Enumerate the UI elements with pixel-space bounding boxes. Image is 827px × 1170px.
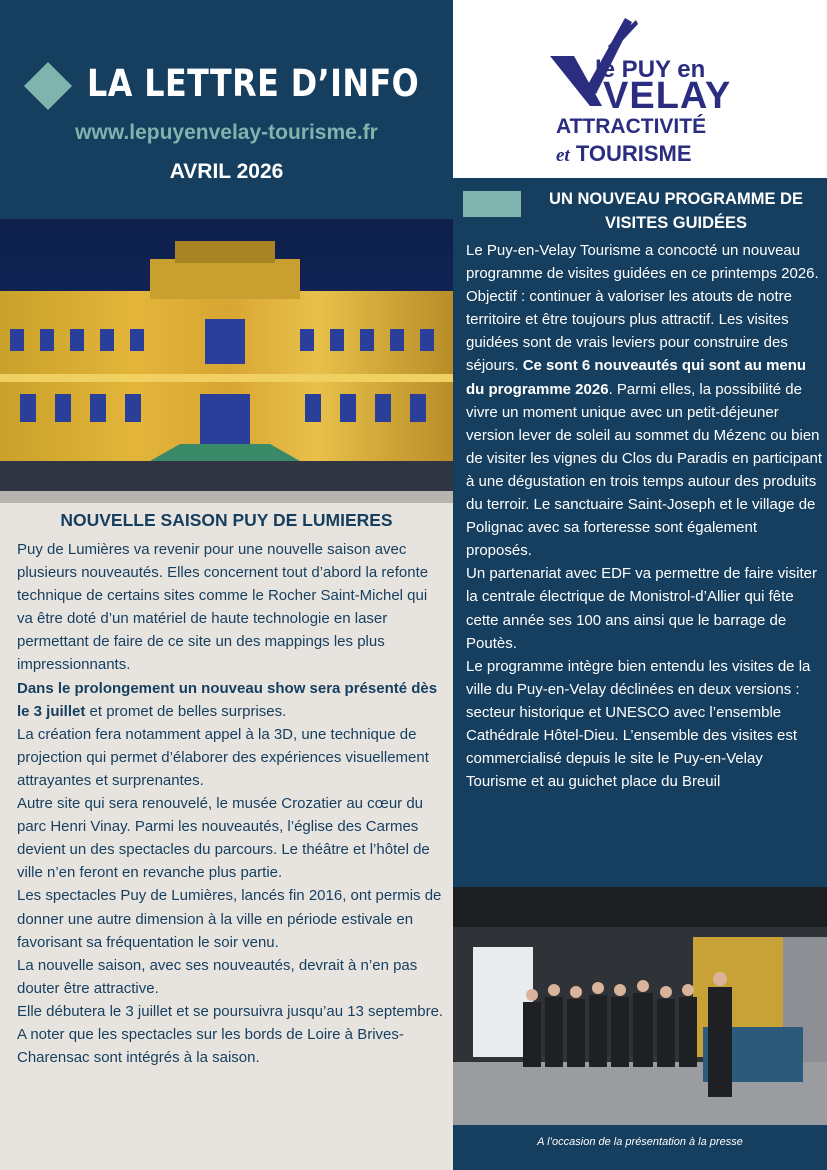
logo-line-3: ATTRACTIVITÉ [556, 115, 707, 138]
photo-caption: A l’occasion de la présentation à la presse [537, 1136, 743, 1148]
paragraph: Autre site qui sera renouvelé, le musée Crozatier au cœur du parc Henri Vinay. Parmi les nouveautés, l’église des Carmes devient un des spectacles du parcours. Le théâtre et l’hôtel de ville n’en feront en revanche plus partie. [17, 795, 430, 882]
paragraph: Les spectacles Puy de Lumières, lancés fin 2016, ont permis de donner une autre dimension à la ville en période estivale en favorisant sa fréquentation le soir venu. [17, 887, 442, 951]
paragraph: A noter que les spectacles sur les bords de Loire à Brives-Charensac sont intégrés à la saison. [17, 1025, 404, 1067]
logo-line-2: VELAY [603, 75, 732, 117]
section-accent-bar [463, 191, 521, 217]
press-presentation-photo [453, 887, 827, 1125]
paragraph-text: et promet de belles surprises. [85, 702, 287, 720]
left-article [0, 491, 453, 1170]
puy-de-lumieres-photo [0, 219, 453, 491]
paragraph: La création fera notamment appel à la 3D, une technique de projection qui permet d’élaborer des expériences visuellement attrayantes et surprenantes. [17, 725, 429, 789]
paragraph-text: Le Puy-en-Velay Tourisme a concocté un nouveau programme de visites guidées en ce printemps 2026. Objectif : continuer à valoriser les atouts de notre territoire et être toujours plus attractif. Les visites guidées sont de vrais leviers pour construire des séjours. [466, 242, 819, 375]
issue-date: AVRIL 2026 [169, 160, 284, 183]
right-article [453, 178, 827, 887]
bold-text: Ce sont 6 nouveautés qui sont au menu du programme 2026 [466, 357, 807, 398]
left-article-title: NOUVELLE SAISON PUY DE LUMIERES [60, 510, 393, 530]
paragraph [17, 677, 447, 723]
newsletter-title: LA LETTRE D’INFO [87, 62, 420, 105]
logo-line-4-word: TOURISME [575, 141, 692, 166]
paragraph: Un partenariat avec EDF va permettre de faire visiter la centrale électrique de Monistrol-d’Allier qui fête cette année ses 100 ans ainsi que le barrage de Poutès. [466, 565, 817, 652]
left-article-body [17, 538, 447, 1069]
paragraph: Elle débutera le 3 juillet et se poursuivra jusqu’au 13 septembre. [17, 1002, 444, 1020]
logo-line-4-prefix: et [556, 145, 570, 166]
newsletter-header [0, 0, 453, 219]
paragraph [466, 239, 826, 562]
website-link[interactable]: www.lepuyenvelay-tourisme.fr [75, 121, 378, 144]
brand-logo [453, 0, 827, 178]
right-article-title: UN NOUVEAU PROGRAMME DE VISITES GUIDÉES [549, 190, 803, 232]
logo-line-1: le PUY en [595, 56, 706, 83]
left-article-top-band [0, 491, 453, 503]
right-article-body [466, 239, 826, 793]
logo-line-4 [556, 141, 692, 167]
bold-text: Dans le prolongement un nouveau show sera présenté dès le 3 juillet [17, 679, 438, 720]
diamond-icon [24, 62, 72, 110]
paragraph-text: . Parmi elles, la possibilité de vivre un moment unique avec un petit-déjeuner version lever de soleil au sommet du Mézenc ou bien de visiter les vignes du Clos du Paradis en participant à une dégustation en trois temps autour des produits du terroir. Le sanctuaire Saint-Joseph et le village de Polignac avec sa forteresse sont également proposés. [466, 380, 823, 560]
paragraph: Puy de Lumières va revenir pour une nouvelle saison avec plusieurs nouveautés. Elles concernent tout d’abord la refonte technique de certains sites comme le Rocher Saint-Michel qui va être doté d’un matériel de haute technologie en laser permettant de faire de ce site un des mappings les plus impressionnants. [17, 541, 429, 674]
paragraph: Le programme intègre bien entendu les visites de la ville du Puy-en-Velay déclinées en deux versions : secteur historique et UNESCO avec l’ensemble Cathédrale Hôtel-Dieu. L’ensemble des visites est commercialisé depuis le site le Puy-en-Velay Tourisme et au guichet place du Breuil [466, 657, 811, 791]
paragraph: La nouvelle saison, avec ses nouveautés, devrait à n’en pas douter être attractive. [17, 956, 418, 997]
photo-caption-box [453, 1125, 827, 1170]
